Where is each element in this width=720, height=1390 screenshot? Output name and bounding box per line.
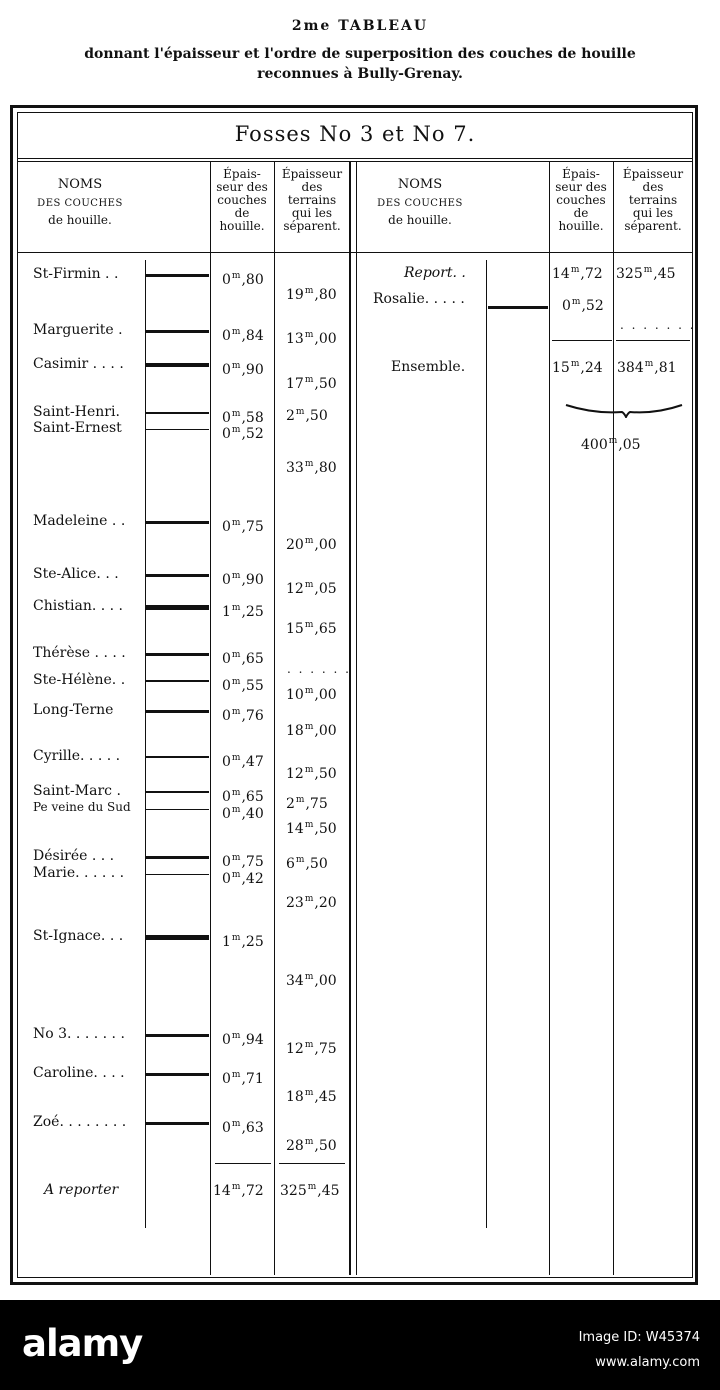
report-gap: 325$^m$,45: [616, 265, 676, 282]
report-coal: 14$^m$,72: [552, 265, 603, 282]
seam-name: Pe veine du Sud: [33, 800, 131, 814]
terrain-thickness: 12$^m$,05: [286, 580, 337, 597]
seam-thickness: 0$^m$,65: [222, 650, 264, 667]
terrain-thickness: 34$^m$,00: [286, 972, 337, 989]
seam-name: Ste-Alice. . .: [33, 566, 119, 582]
h-line: séparent.: [283, 219, 341, 233]
seam-thickness: 0$^m$,58: [222, 409, 264, 426]
seam-name: Saint-Marc .: [33, 783, 121, 799]
seam-line: [146, 274, 209, 277]
header-divider: [17, 252, 693, 253]
header-noms-left: [20, 178, 140, 227]
section-title-divider-2: [17, 161, 693, 162]
col-line-left-gap: [274, 161, 275, 1275]
seam-name: Ste-Hélène. .: [33, 672, 126, 688]
header-noms-sub: DES COUCHES: [377, 198, 463, 209]
seam-name: Cyrille. . . . .: [33, 748, 121, 764]
terrain-thickness: 18$^m$,45: [286, 1088, 337, 1105]
seam-line: [146, 429, 209, 430]
strat-line-left: [145, 260, 146, 1228]
col-line-right-gap: [613, 161, 614, 1275]
section-title: Fosses No 3 et No 7.: [234, 122, 476, 146]
table-number-title: 2me TABLEAU: [291, 18, 429, 34]
seam-name: Zoé. . . . . . . .: [33, 1114, 127, 1130]
seam-name: Saint-Ernest: [33, 420, 122, 436]
seam-thickness: 0$^m$,76: [222, 707, 264, 724]
seam-thickness: 0$^m$,80: [222, 271, 264, 288]
seam-thickness: 1$^m$,25: [222, 933, 264, 950]
total-rule-gap: [279, 1163, 345, 1164]
header-noms-title: NOMS: [397, 177, 443, 192]
seam-thickness: 0$^m$,52: [222, 425, 264, 442]
a-reporter-coal: 14$^m$,72: [213, 1182, 264, 1199]
seam-name: Marguerite .: [33, 322, 123, 338]
h-line: Épais-: [223, 167, 261, 181]
seam-line: [146, 809, 209, 810]
seam-name: Saint-Henri.: [33, 404, 120, 420]
h-line: qui les: [632, 206, 674, 220]
h-line: couches: [217, 193, 267, 207]
header-noms-sub: DES COUCHES: [37, 198, 123, 209]
terrain-thickness: 19$^m$,80: [286, 286, 337, 303]
h-line: Épaisseur: [622, 167, 684, 181]
seam-name: St-Ignace. . .: [33, 928, 124, 944]
ensemble-label: Ensemble.: [391, 359, 466, 375]
table-subtitle-line2: reconnues à Bully-Grenay.: [257, 66, 463, 82]
seam-name: Thérèse . . . .: [33, 645, 126, 661]
section-title-divider: [17, 158, 693, 159]
seam-thickness: 0$^m$,90: [222, 571, 264, 588]
seam-name: Casimir . . . .: [33, 356, 124, 372]
terrain-thickness: 14$^m$,50: [286, 820, 337, 837]
seam-thickness: 0$^m$,40: [222, 805, 264, 822]
seam-thickness: 0$^m$,63: [222, 1119, 264, 1136]
seam-line: [146, 1034, 209, 1037]
terrain-thickness: . . . . . .: [287, 662, 351, 676]
ensemble-gap: 384$^m$,81: [617, 359, 677, 376]
terrain-thickness: 12$^m$,50: [286, 765, 337, 782]
rosalie-gap: . . . . . . .: [620, 318, 696, 332]
seam-thickness: 0$^m$,65: [222, 788, 264, 805]
seam-line: [146, 363, 209, 367]
seam-name: St-Firmin . .: [33, 266, 119, 282]
rosalie-seam: [488, 306, 548, 309]
header-ep-couches-right: [550, 168, 612, 233]
h-line: séparent.: [624, 219, 682, 233]
total-brace: [564, 402, 684, 418]
seam-line: [146, 1122, 209, 1125]
seam-thickness: 0$^m$,47: [222, 753, 264, 770]
terrain-thickness: 2$^m$,50: [286, 407, 328, 424]
image-id-text: Image ID: W45374: [578, 1330, 700, 1345]
terrain-thickness: 33$^m$,80: [286, 459, 337, 476]
seam-name: Long-Terne: [33, 702, 114, 718]
terrain-thickness: 10$^m$,00: [286, 686, 337, 703]
h-line: Épais-: [562, 167, 600, 181]
seam-thickness: 0$^m$,84: [222, 327, 264, 344]
seam-line: [146, 412, 209, 414]
terrain-thickness: 23$^m$,20: [286, 894, 337, 911]
terrain-thickness: 15$^m$,65: [286, 620, 337, 637]
seam-thickness: 0$^m$,75: [222, 518, 264, 535]
h-line: qui les: [291, 206, 333, 220]
h-line: des: [642, 180, 664, 194]
table-subtitle-line1: donnant l'épaisseur et l'ordre de superposition des couches de houille: [84, 46, 636, 62]
seam-thickness: 1$^m$,25: [222, 603, 264, 620]
total-rule-coal: [215, 1163, 271, 1164]
terrain-thickness: 6$^m$,50: [286, 855, 328, 872]
terrain-thickness: 20$^m$,00: [286, 536, 337, 553]
site-url-text: www.alamy.com: [595, 1355, 700, 1370]
seam-name: Marie. . . . . .: [33, 865, 125, 881]
header-ep-terrains-left: [275, 168, 349, 233]
h-line: des: [301, 180, 323, 194]
seam-line: [146, 521, 209, 524]
grand-total: 400$^m$,05: [581, 436, 641, 453]
ensemble-rule-gap: [616, 340, 690, 341]
seam-name: No 3. . . . . . .: [33, 1026, 125, 1042]
a-reporter-label: A reporter: [44, 1182, 119, 1198]
col-line-right-coal: [549, 161, 550, 1275]
seam-line: [146, 791, 209, 793]
terrain-thickness: 28$^m$,50: [286, 1137, 337, 1154]
a-reporter-gap: 325$^m$,45: [280, 1182, 340, 1199]
seam-line: [146, 653, 209, 656]
h-line: Épaisseur: [281, 167, 343, 181]
strat-line-right: [486, 260, 487, 1228]
header-ep-couches-left: [211, 168, 273, 233]
table-frame-inner: [17, 112, 693, 1278]
seam-line: [146, 710, 209, 713]
rosalie-coal: 0$^m$,52: [562, 297, 604, 314]
header-noms-title: NOMS: [57, 177, 103, 192]
seam-thickness: 0$^m$,55: [222, 677, 264, 694]
seam-line: [146, 680, 209, 682]
seam-line: [146, 605, 209, 610]
seam-line: [146, 574, 209, 577]
h-line: de: [234, 206, 250, 220]
seam-line: [146, 330, 209, 333]
terrain-thickness: 13$^m$,00: [286, 330, 337, 347]
seam-thickness: 0$^m$,71: [222, 1070, 264, 1087]
h-line: houille.: [558, 219, 604, 233]
header-noms-right: [360, 178, 480, 227]
seam-thickness: 0$^m$,75: [222, 853, 264, 870]
header-noms-sub2: de houille.: [48, 213, 112, 227]
terrain-thickness: 2$^m$,75: [286, 795, 328, 812]
h-line: seur des: [216, 180, 268, 194]
h-line: couches: [556, 193, 606, 207]
header-noms-sub2: de houille.: [388, 213, 452, 227]
h-line: terrains: [287, 193, 337, 207]
seam-line: [146, 874, 209, 875]
seam-thickness: 0$^m$,42: [222, 870, 264, 887]
ensemble-coal: 15$^m$,24: [552, 359, 603, 376]
header-ep-terrains-right: [614, 168, 692, 233]
seam-name: Caroline. . . .: [33, 1065, 125, 1081]
terrain-thickness: 12$^m$,75: [286, 1040, 337, 1057]
alamy-logo: alamy: [22, 1322, 143, 1365]
terrain-thickness: 17$^m$,50: [286, 375, 337, 392]
col-line-middle-2: [356, 161, 357, 1275]
seam-thickness: 0$^m$,90: [222, 361, 264, 378]
seam-line: [146, 756, 209, 758]
seam-line: [146, 856, 209, 859]
seam-name: Madeleine . .: [33, 513, 126, 529]
ensemble-rule-coal: [552, 340, 612, 341]
seam-thickness: 0$^m$,94: [222, 1031, 264, 1048]
seam-line: [146, 1073, 209, 1076]
h-line: seur des: [555, 180, 607, 194]
seam-name: Désirée . . .: [33, 848, 115, 864]
col-line-middle: [349, 161, 351, 1275]
terrain-thickness: 18$^m$,00: [286, 722, 337, 739]
seam-name: Chistian. . . .: [33, 598, 124, 614]
rosalie-name: Rosalie. . . . .: [373, 291, 465, 307]
h-line: houille.: [219, 219, 265, 233]
h-line: terrains: [628, 193, 678, 207]
report-label: Report. .: [404, 265, 466, 281]
h-line: de: [573, 206, 589, 220]
seam-line: [146, 935, 209, 940]
col-line-left-coal: [210, 161, 211, 1275]
